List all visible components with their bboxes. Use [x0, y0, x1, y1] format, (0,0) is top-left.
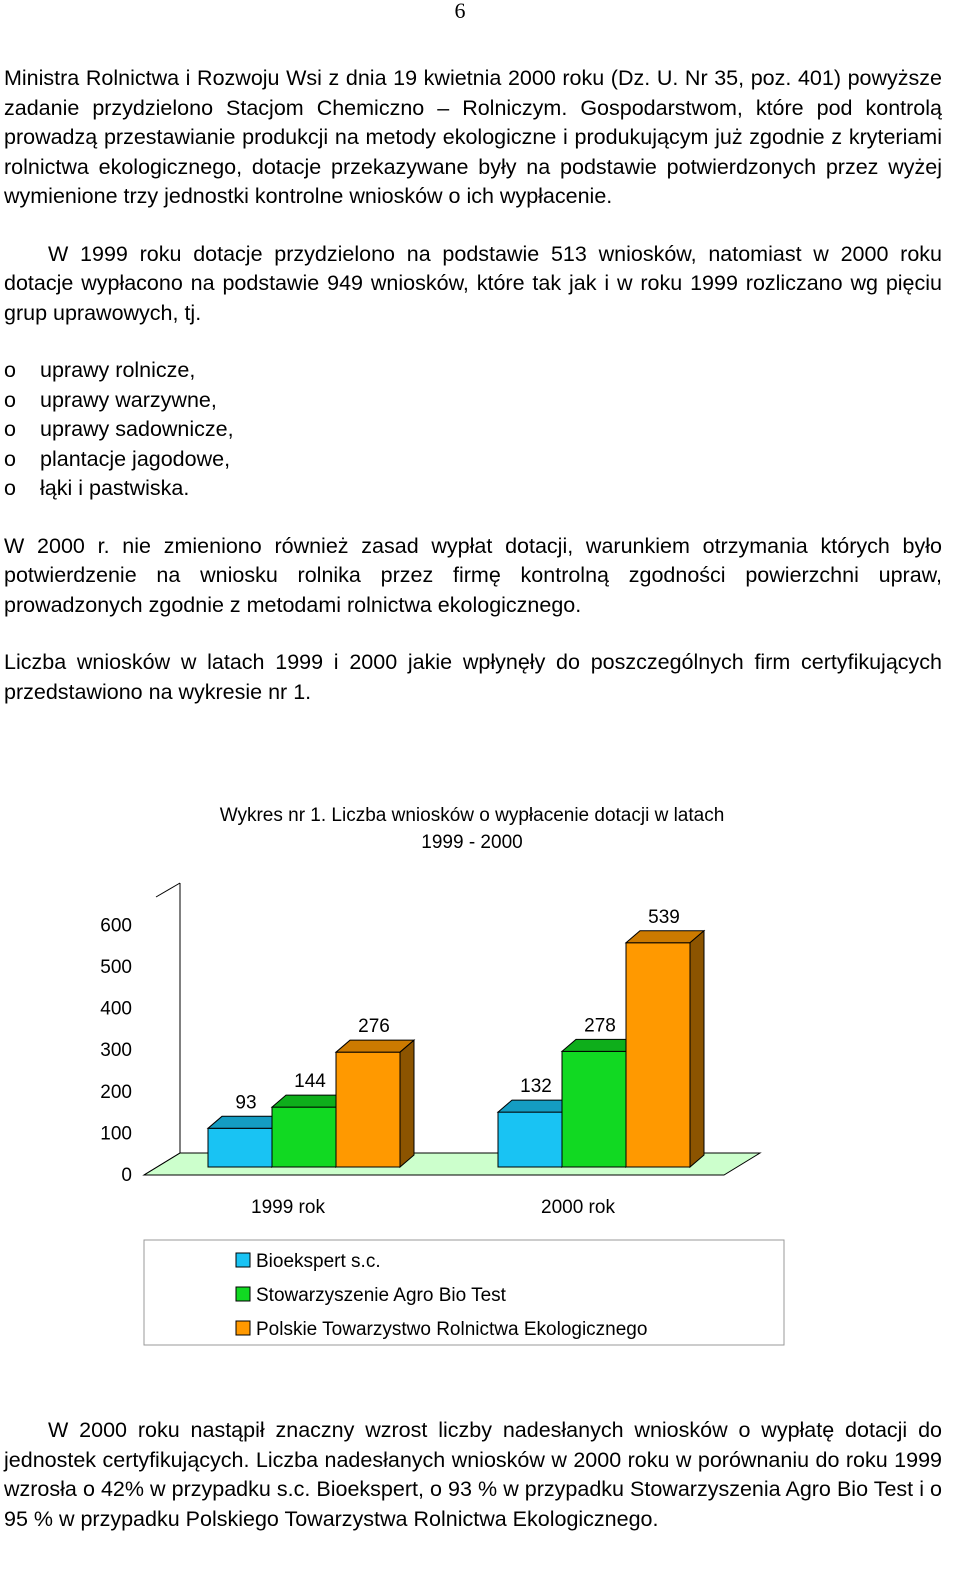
- crop-group-list: [4, 356, 942, 504]
- bullet-icon: o: [4, 476, 16, 500]
- data-label: 276: [358, 1016, 390, 1038]
- y-tick-label: 400: [100, 998, 132, 1020]
- x-category-label: 1999 rok: [251, 1197, 325, 1218]
- list-item: [4, 415, 942, 445]
- bar-chart: [0, 795, 960, 1355]
- data-label: 539: [648, 906, 680, 928]
- list-item-label: uprawy sadownicze,: [40, 417, 234, 441]
- list-item-label: plantacje jagodowe,: [40, 446, 231, 471]
- list-item: [4, 474, 942, 504]
- paragraph-intro: Ministra Rolnictwa i Rozwoju Wsi z dnia 19 kwietnia 2000 roku (Dz. U. Nr 35, poz. 401) powyższe zadanie przydzielono Stacjom Chemiczno – Rolniczym. Gospodarstwom, które pod kontrolą prowadzą przestawianie produkcji na metody ekologiczne i produkującym już zgodnie z kryteriami rolnictwa ekologicznego, dotacje przekazywane były na podstawie potwierdzonych przez wyżej wymienione trzy jednostki kontrolne wniosków o ich wypłacenie.: [4, 66, 942, 208]
- bar-front: [208, 1128, 272, 1167]
- data-label: 132: [520, 1076, 552, 1098]
- legend-swatch: [236, 1321, 250, 1335]
- y-tick-label: 300: [100, 1040, 132, 1062]
- y-tick-label: 0: [121, 1165, 132, 1186]
- data-label: 93: [235, 1092, 257, 1114]
- list-item-label: uprawy rolnicze,: [40, 358, 196, 382]
- bar-front: [498, 1112, 562, 1167]
- list-item: [4, 356, 942, 386]
- paragraph-applications: W 1999 roku dotacje przydzielono na podstawie 513 wniosków, natomiast w 2000 roku dotacje wypłacono na podstawie 949 wniosków, które tak jak i w roku 1999 rozliczano wg pięciu grup uprawowych, tj.: [4, 241, 942, 325]
- bullet-icon: o: [4, 446, 16, 471]
- bullet-icon: o: [4, 417, 16, 441]
- legend-label: Bioekspert s.c.: [256, 1251, 381, 1272]
- list-item-label: uprawy warzywne,: [40, 387, 217, 412]
- legend-swatch: [236, 1287, 250, 1301]
- bar-front: [562, 1051, 626, 1167]
- bullet-icon: o: [4, 358, 16, 382]
- conclusion-section: [4, 1416, 942, 1534]
- bullet-icon: o: [4, 387, 16, 412]
- chart-subtitle: 1999 - 2000: [421, 832, 523, 853]
- page-number: 6: [454, 0, 466, 23]
- legend-label: Stowarzyszenie Agro Bio Test: [256, 1285, 506, 1306]
- bar-side: [690, 931, 704, 1167]
- bar-side: [400, 1040, 414, 1167]
- bar-front: [336, 1052, 400, 1167]
- chart-title: Wykres nr 1. Liczba wniosków o wypłacenie dotacji w latach: [219, 805, 725, 826]
- paragraph-chart-reference: Liczba wniosków w latach 1999 i 2000 jakie wpłynęły do poszczególnych firm certyfikujących przedstawiono na wykresie nr 1.: [4, 650, 942, 704]
- bar-front: [272, 1107, 336, 1167]
- chart-container: [0, 795, 960, 1355]
- list-item-label: łąki i pastwiska.: [40, 476, 190, 500]
- y-tick-label: 100: [100, 1123, 132, 1145]
- legend-label: Polskie Towarzystwo Rolnictwa Ekologicznego: [256, 1319, 648, 1340]
- y-axis-top-line: [156, 883, 180, 897]
- paragraph-rules: W 2000 r. nie zmieniono również zasad wypłat dotacji, warunkiem otrzymania których było potwierdzenie na wniosku rolnika przez firmę kontrolną zgodności powierzchni upraw, prowadzonych zgodnie z metodami rolnictwa ekologicznego.: [4, 533, 942, 617]
- y-tick-label: 600: [100, 915, 132, 937]
- document-body: [4, 64, 942, 707]
- x-category-label: 2000 rok: [541, 1197, 615, 1218]
- y-tick-label: 200: [100, 1081, 132, 1103]
- list-item: [4, 445, 942, 475]
- data-label: 278: [584, 1015, 616, 1037]
- y-tick-label: 500: [100, 957, 132, 978]
- legend-swatch: [236, 1253, 250, 1267]
- data-label: 144: [294, 1071, 326, 1093]
- bar-front: [626, 943, 690, 1167]
- paragraph-conclusion: W 2000 roku nastąpił znaczny wzrost liczby nadesłanych wniosków o wypłatę dotacji do jednostek certyfikujących. Liczba nadesłanych wniosków w 2000 roku w porównaniu do roku 1999 wzrosła o 42% w przypadku s.c. Bioekspert, o 93 % w przypadku Stowarzyszenia Agro Bio Test i o 95 % w przypadku Polskiego Towarzystwa Rolnictwa Ekologicznego.: [4, 1418, 942, 1531]
- list-item: [4, 386, 942, 416]
